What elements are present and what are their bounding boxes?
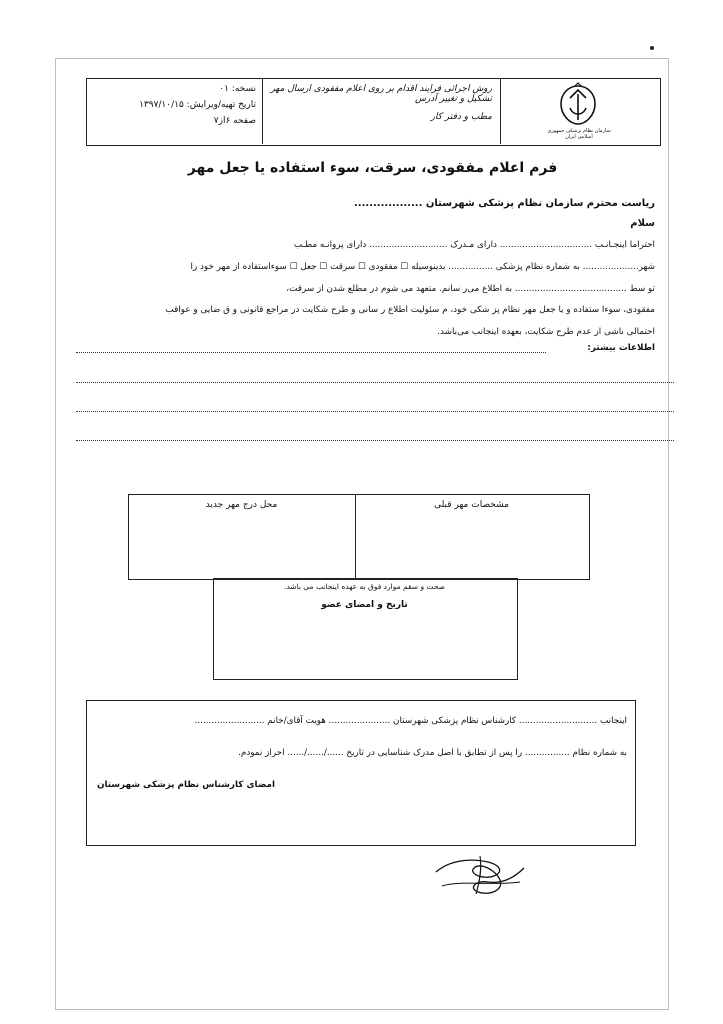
more-info-line[interactable] — [76, 382, 674, 383]
more-info-label: اطلاعات بیشتر: — [587, 343, 655, 353]
previous-stamp-area[interactable] — [356, 516, 587, 576]
paragraph-line: شهر.................... به شماره نظام پزشکی ................ بدینوسیله ☐ مفقودی ☐ سرقت ☐ جعل ☐ سوءاستفاده از مهر خود را — [190, 262, 655, 272]
new-stamp-header: محل درج مهر جدید — [205, 500, 278, 510]
page-number: صفحه ۶از۷ — [213, 116, 256, 126]
member-signature-box[interactable] — [213, 578, 518, 680]
paragraph-line: مفقودی، سوءا ستفاده و یا جعل مهر نظام پز شکی خود، م سئولیت اطلاع ر سانی و طرح شکایت در مراجع قانونی و ق ضایی و عواقب — [165, 305, 655, 315]
unit-label: مطب و دفتر کار — [430, 112, 492, 122]
addressee: ریاست محترم سازمان نظام پزشکی شهرستان .................. — [354, 198, 655, 209]
paragraph-line: تو سط ........................................ به اطلاع می‌ر سانم. متعهد می شوم در مطلع شدن از سرقت، — [286, 284, 655, 294]
previous-stamp-header: مشخصات مهر قبلی — [434, 500, 509, 510]
scan-mark — [650, 46, 654, 50]
member-signature-label: تاریخ و امضای عضو — [321, 600, 408, 610]
responsibility-note: صحت و سقم موارد فوق به عهده اینجانب می باشد. — [283, 582, 446, 591]
expert-line: به شماره نظام ................ را پس از تطابق با اصل مدرک شناسایی در تاریخ ....../....../...... احراز نمودم. — [238, 748, 627, 758]
procedure-title: روش اجرائی فرایند اقدام بر روی اعلام مفقودی ارسال مهر تشکیل و تغییر آدرس — [270, 84, 492, 104]
form-title: فرم اعلام مفقودی، سرقت، سوء استفاده یا جعل مهر — [187, 160, 558, 176]
prep-date-label: تاریخ تهیه/ویرایش: ۱۳۹۷/۱۰/۱۵ — [139, 100, 256, 110]
greeting: سلام — [630, 218, 655, 229]
handwritten-signature — [430, 850, 530, 902]
expert-signature-label: امضای کارشناس نظام پزشکی شهرستان — [97, 780, 275, 790]
header-divider — [262, 78, 263, 144]
expert-line: اینجانب ............................ کارشناس نظام پزشکی شهرستان ...................... هویت آقای/خانم ......................... — [194, 716, 627, 726]
more-info-line[interactable] — [76, 352, 546, 353]
header-divider — [500, 78, 501, 144]
logo-caption: سازمان نظام پزشکی جمهوری اسلامی ایران — [547, 128, 611, 140]
version-label: نسخه: ۰۱ — [219, 84, 256, 94]
paragraph-line: احتراما اینجـانـب ................................. دارای مـدرک ............................ دارای پروانـه مطـب — [293, 240, 655, 250]
new-stamp-area[interactable] — [128, 516, 355, 576]
paragraph-line: احتمالی ناشی از عدم طرح شکایت، بعهده اینجانب می‌باشد. — [437, 327, 655, 337]
more-info-line[interactable] — [76, 440, 674, 441]
more-info-line[interactable] — [76, 411, 674, 412]
